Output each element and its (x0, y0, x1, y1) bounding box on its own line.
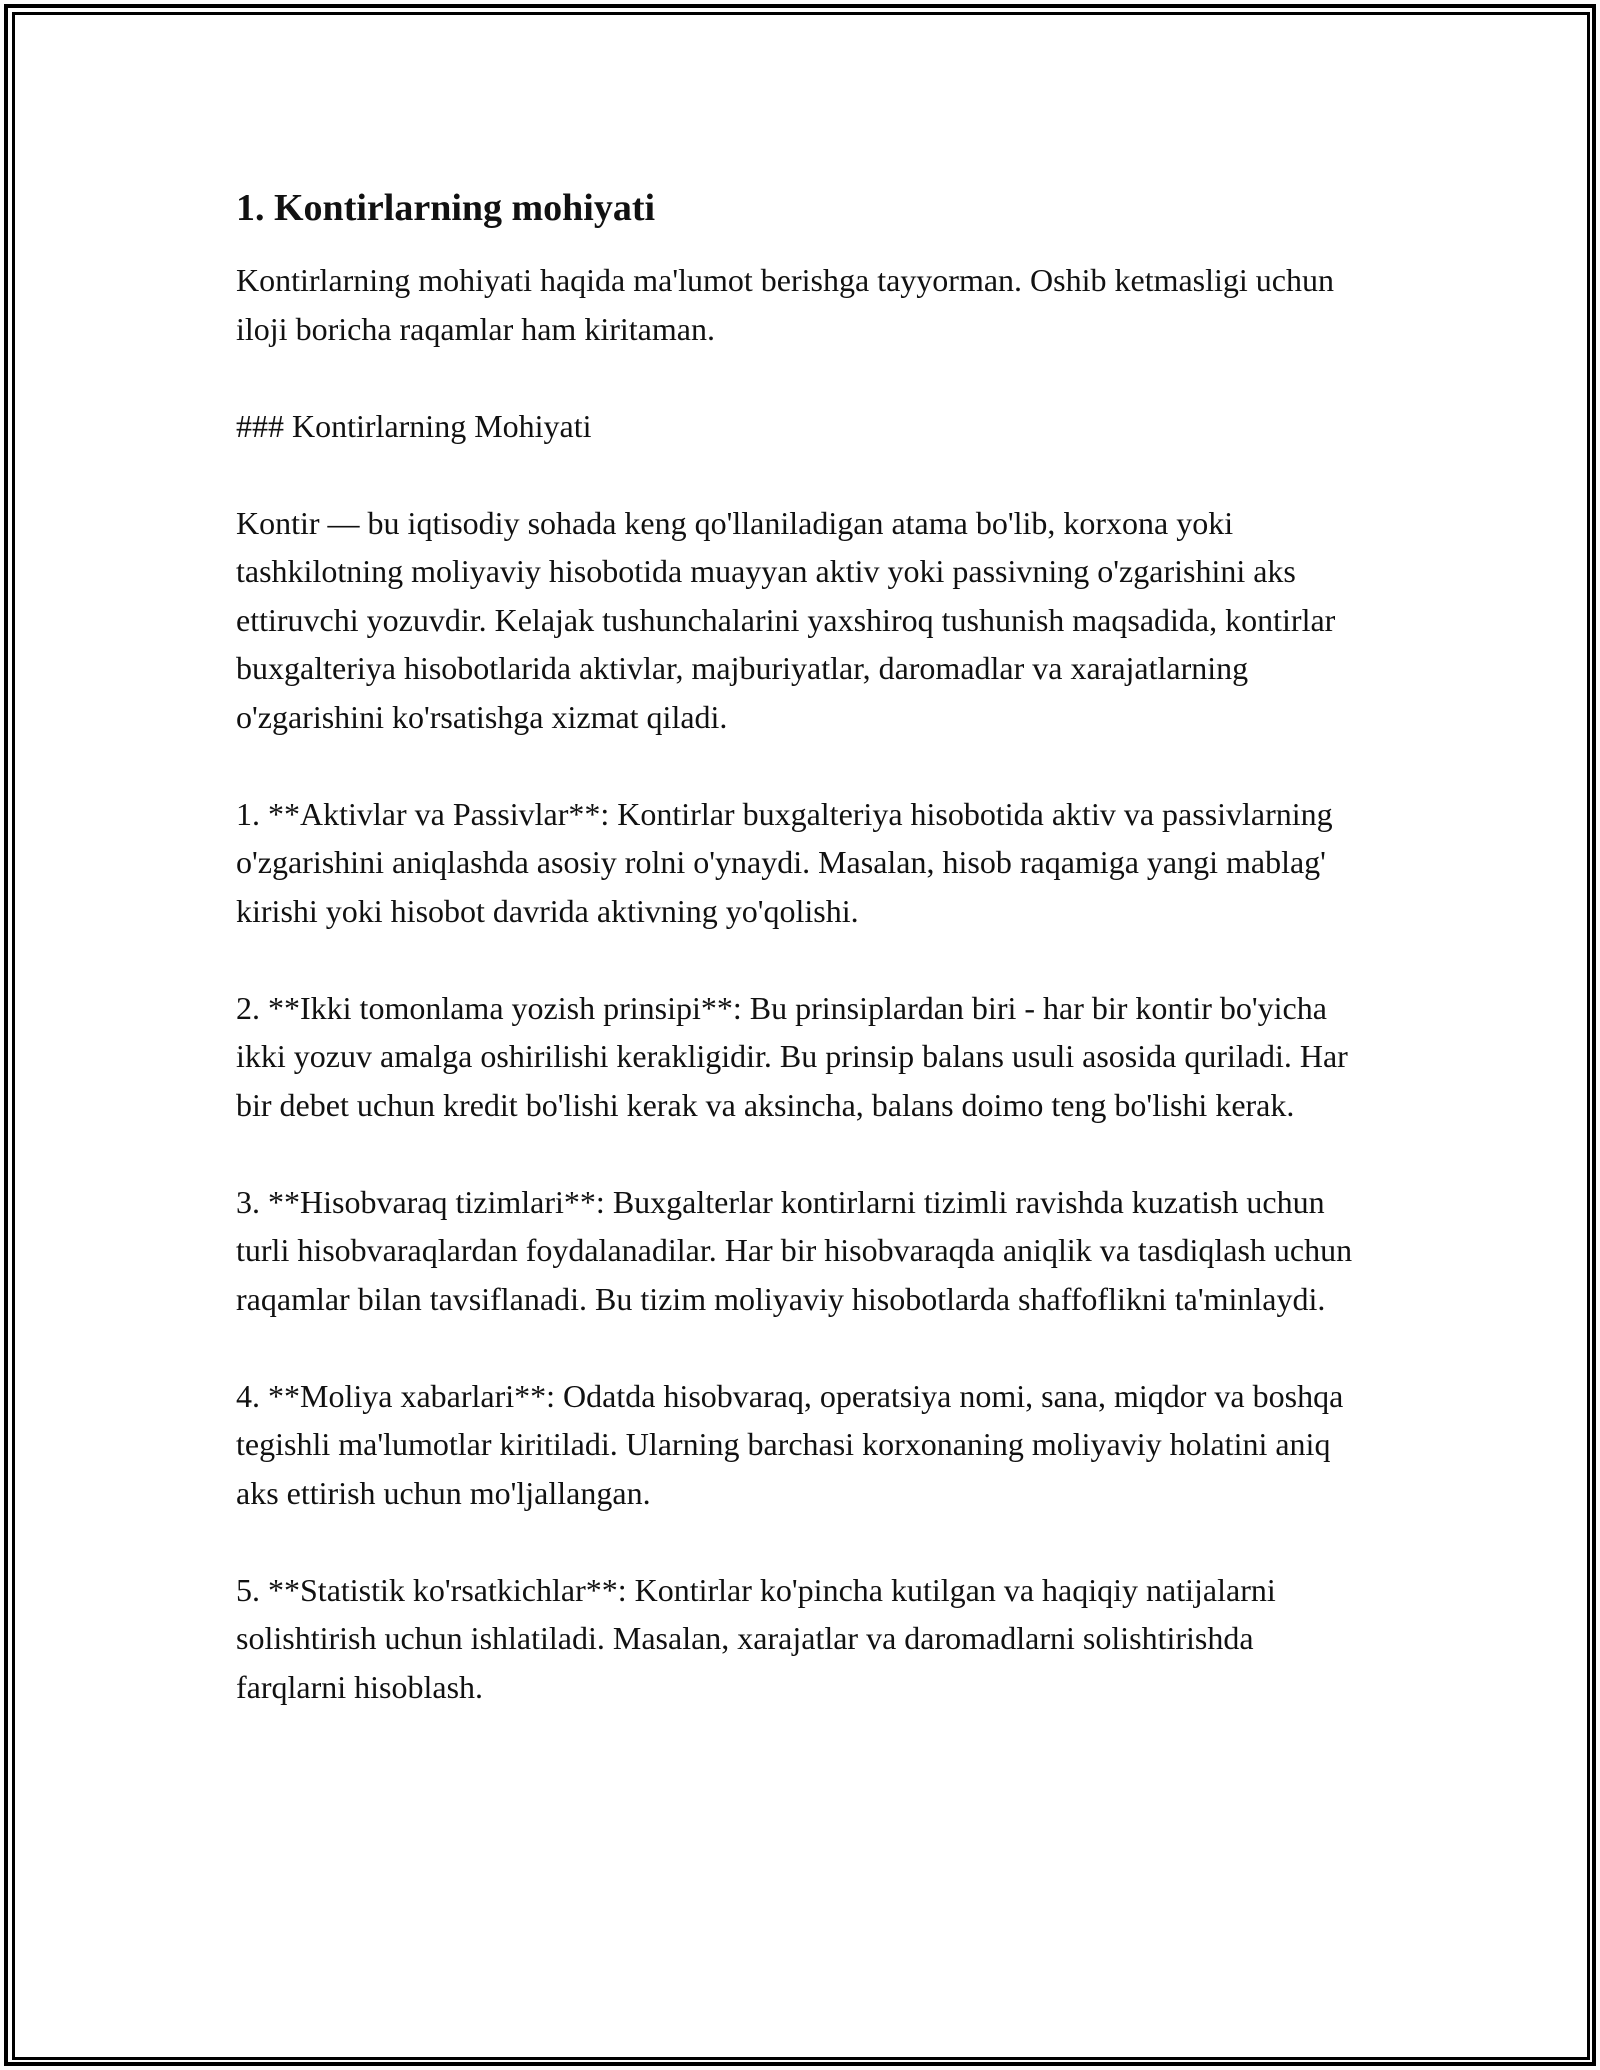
definition-paragraph: Kontir — bu iqtisodiy sohada keng qo'llaniladigan atama bo'lib, korxona yoki tashkilotning moliyaviy hisobotida muayyan aktiv yoki passivning o'zgarishini aks ettiruvchi yozuvdir. Kelajak tushunchalarini yaxshiroq tushunish maqsadida, kontirlar buxgalteriya hisobotlarida aktivlar, majburiyatlar, daromadlar va xarajatlarning o'zgarishini ko'rsatishga xizmat qiladi. (236, 504, 1336, 735)
document-title: 1. Kontirlarning mohiyati (236, 187, 656, 229)
list-item-statistik: 5. **Statistik ko'rsatkichlar**: Kontirlar ko'pincha kutilgan va haqiqiy natijalarni solishtirish uchun ishlatiladi. Masalan, xarajatlar va daromadlarni solishtirishda farqlarni hisoblash. (236, 1571, 1276, 1705)
list-item-ikki-tomonlama: 2. **Ikki tomonlama yozish prinsipi**: Bu prinsiplardan biri - har bir kontir bo'yicha ikki yozuv amalga oshirilishi kerakligidir. Bu prinsip balans usuli asosida quriladi. Har bir debet uchun kredit bo'lishi kerak va aksincha, balans doimo teng bo'lishi kerak. (236, 989, 1348, 1123)
list-item-aktivlar: 1. **Aktivlar va Passivlar**: Kontirlar buxgalteriya hisobotida aktiv va passivlarning o'zgarishini aniqlashda asosiy rolni o'ynaydi. Masalan, hisob raqamiga yangi mablag' kirishi yoki hisobot davrida aktivning yo'qolishi. (236, 795, 1333, 929)
intro-paragraph: Kontirlarning mohiyati haqida ma'lumot berishga tayyorman. Oshib ketmasligi uchun iloji boricha raqamlar ham kiritaman. (236, 262, 1334, 347)
section-heading-markdown: ### Kontirlarning Mohiyati (236, 407, 592, 444)
document-body (236, 184, 1366, 1760)
list-item-moliya-xabarlari: 4. **Moliya xabarlari**: Odatda hisobvaraq, operatsiya nomi, sana, miqdor va boshqa tegishli ma'lumotlar kiritiladi. Ularning barchasi korxonaning moliyaviy holatini aniq aks ettirish uchun mo'ljallangan. (236, 1377, 1344, 1511)
list-item-hisobvaraq: 3. **Hisobvaraq tizimlari**: Buxgalterlar kontirlarni tizimli ravishda kuzatish uchun turli hisobvaraqlardan foydalanadilar. Har bir hisobvaraqda aniqlik va tasdiqlash uchun raqamlar bilan tavsiflanadi. Bu tizim moliyaviy hisobotlarda shaffoflikni ta'minlaydi. (236, 1183, 1353, 1317)
